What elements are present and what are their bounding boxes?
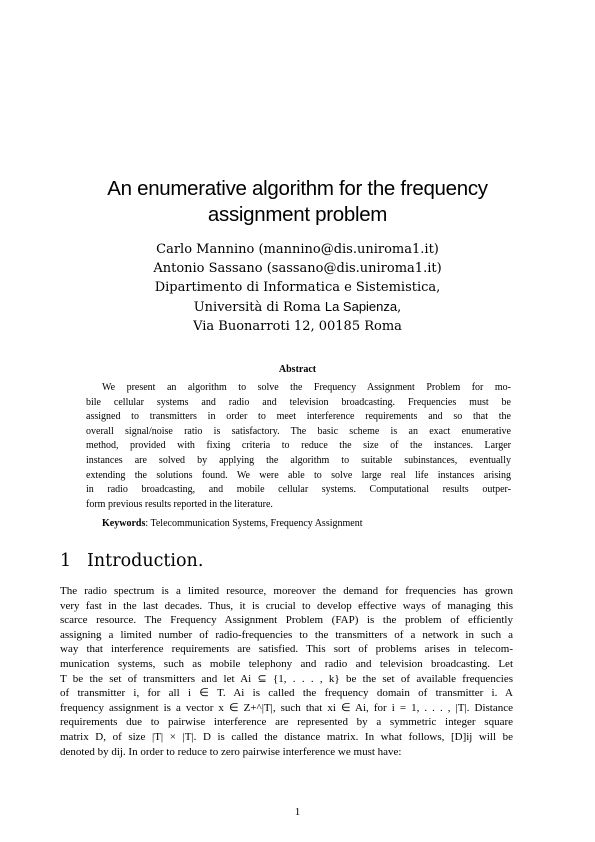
abstract-line: overall signal/noise ratio is satisfactory. The basic scheme is an exact enumerative	[86, 425, 511, 437]
section-title: Introduction.	[87, 551, 204, 571]
affiliation-address: Via Buonarroti 12, 00185 Roma	[193, 319, 402, 334]
body-line: denoted by dij. In order to reduce to zero pairwise interference we must have:	[60, 745, 402, 758]
university-suffix: La Sapienza	[324, 299, 398, 314]
keywords	[102, 518, 522, 529]
body-line: matrix D, of size |T| × |T|. D is called the distance matrix. In what follows, [D]ij will be	[60, 730, 513, 743]
body-text	[60, 584, 513, 759]
body-line: munication systems, such as mobile telephony and radio and television broadcasting. Let	[60, 657, 513, 670]
abstract-line: in radio broadcasting, and mobile cellular systems. Computational results outper-	[86, 484, 511, 496]
author-block	[100, 240, 495, 336]
section-number: 1	[60, 551, 72, 571]
keywords-label: Keywords	[102, 518, 146, 529]
affiliation-university	[100, 297, 495, 317]
abstract-line: assigned to transmitters in order to meet interference requirements and so that the	[86, 411, 511, 423]
title-line-2: assignment problem	[207, 203, 388, 226]
abstract-line: bile cellular systems and radio and television broadcasting. Frequencies must be	[86, 396, 511, 408]
body-line: way that interference requirements are satisfied. This sort of problems arises in telecom-	[60, 643, 513, 656]
title-line-1: An enumerative algorithm for the frequency	[107, 177, 488, 200]
abstract-line: form previous results reported in the literature.	[86, 498, 273, 510]
body-line: of transmitter i, for all i ∈ T. Ai is called the frequency domain of transmitter i. A	[60, 687, 513, 700]
author-line-2: Antonio Sassano (sassano@dis.uniroma1.it)	[153, 261, 442, 276]
abstract-line: method, provided with fixing criteria to reduce the size of the instances. Larger	[86, 440, 511, 452]
body-line: T be the set of transmitters and let Ai ⊆ {1, . . . , k} be the set of available frequencies	[60, 672, 513, 685]
section-heading	[60, 551, 203, 571]
keywords-text: : Telecommunication Systems, Frequency Assignment	[145, 518, 363, 529]
body-line: scarce resource. The Frequency Assignment Problem (FAP) is the problem of efficiently	[60, 614, 513, 627]
abstract-line: instances are solved by applying the algorithm to suitable subinstances, eventually	[86, 454, 511, 466]
university-name: Università di Roma	[193, 300, 325, 315]
abstract-line: extending the solutions found. We were able to solve large real life instances arising	[86, 469, 511, 481]
university-comma: ,	[397, 300, 402, 315]
abstract-heading: Abstract	[278, 364, 317, 375]
paper-title	[60, 176, 535, 228]
page-number: 1	[294, 806, 301, 818]
author-line-1: Carlo Mannino (mannino@dis.uniroma1.it)	[156, 242, 439, 257]
body-line: frequency assignment is a vector x ∈ Z+^|T|, such that xi ∈ Ai, for i = 1, . . . , |T|. Distance	[60, 701, 513, 714]
body-line: very fast in the last decades. Thus, it is crucial to develop effective ways of managing this	[60, 599, 513, 612]
body-line: The radio spectrum is a limited resource, moreover the demand for frequencies has grown	[60, 585, 513, 597]
abstract-text	[86, 381, 511, 512]
abstract-line: We present an algorithm to solve the Frequency Assignment Problem for mo-	[102, 382, 511, 393]
affiliation-department: Dipartimento di Informatica e Sistemistica,	[154, 280, 441, 295]
body-line: requirements due to pairwise interference are represented by a symmetric integer square	[60, 716, 513, 729]
body-line: assigning a limited number of radio-frequencies to the transmitters of a network in such a	[60, 628, 513, 641]
